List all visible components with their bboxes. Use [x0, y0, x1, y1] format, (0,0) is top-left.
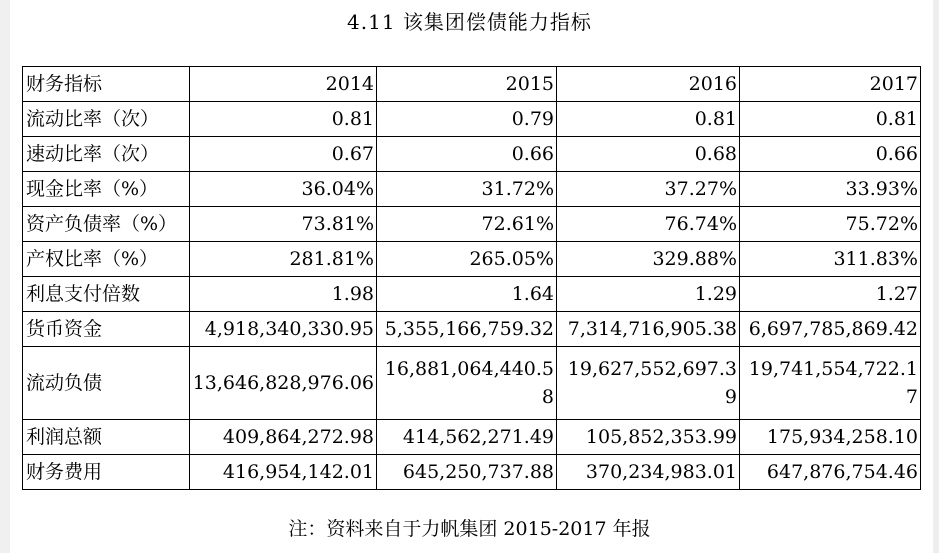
value-cell: 0.81: [557, 102, 740, 137]
row-label: 速动比率（次）: [23, 137, 190, 172]
row-label: 利润总额: [23, 420, 190, 455]
value-cell: 6,697,785,869.42: [740, 312, 921, 347]
value-cell: 311.83%: [740, 242, 921, 277]
table-row: [23, 207, 921, 242]
value-cell: 33.93%: [740, 172, 921, 207]
value-cell: 175,934,258.10: [740, 420, 921, 455]
row-label: 货币资金: [23, 312, 190, 347]
row-label: 利息支付倍数: [23, 277, 190, 312]
value-cell: 105,852,353.99: [557, 420, 740, 455]
row-label: 产权比率（%）: [23, 242, 190, 277]
table-header-row: [23, 67, 921, 102]
value-cell: 1.27: [740, 277, 921, 312]
value-cell: 0.81: [190, 102, 377, 137]
row-label: 财务费用: [23, 455, 190, 490]
header-year-cell: 2014: [190, 67, 377, 102]
value-cell: 0.66: [740, 137, 921, 172]
source-note: 注：资料来自于力帆集团 2015-2017 年报: [288, 518, 651, 540]
value-cell: 0.79: [377, 102, 557, 137]
value-cell: 329.88%: [557, 242, 740, 277]
value-cell: 647,876,754.46: [740, 455, 921, 490]
row-label: 资产负债率（%）: [23, 207, 190, 242]
value-cell: 19,741,554,722.17: [740, 347, 921, 420]
page-edge-left: [0, 0, 10, 553]
value-cell: 31.72%: [377, 172, 557, 207]
value-cell: 409,864,272.98: [190, 420, 377, 455]
value-cell: 75.72%: [740, 207, 921, 242]
value-cell: 645,250,737.88: [377, 455, 557, 490]
value-cell: 1.29: [557, 277, 740, 312]
value-cell: 7,314,716,905.38: [557, 312, 740, 347]
value-cell: 5,355,166,759.32: [377, 312, 557, 347]
table-row: [23, 102, 921, 137]
value-cell: 1.98: [190, 277, 377, 312]
table-row: [23, 455, 921, 490]
value-cell: 370,234,983.01: [557, 455, 740, 490]
header-year-cell: 2016: [557, 67, 740, 102]
table-row: [23, 277, 921, 312]
value-cell: 281.81%: [190, 242, 377, 277]
page-edge-right: [933, 0, 939, 553]
row-label: 现金比率（%）: [23, 172, 190, 207]
value-cell: 76.74%: [557, 207, 740, 242]
value-cell: 416,954,142.01: [190, 455, 377, 490]
value-cell: 37.27%: [557, 172, 740, 207]
row-label: 流动比率（次）: [23, 102, 190, 137]
value-cell: 0.67: [190, 137, 377, 172]
row-label: 流动负债: [23, 347, 190, 420]
table-row: [23, 137, 921, 172]
value-cell: 19,627,552,697.39: [557, 347, 740, 420]
table-row: [23, 420, 921, 455]
value-cell: 414,562,271.49: [377, 420, 557, 455]
value-cell: 4,918,340,330.95: [190, 312, 377, 347]
header-year-cell: 2017: [740, 67, 921, 102]
value-cell: 265.05%: [377, 242, 557, 277]
value-cell: 1.64: [377, 277, 557, 312]
financial-indicators-table: [22, 66, 921, 490]
value-cell: 13,646,828,976.06: [190, 347, 377, 420]
header-year-cell: 2015: [377, 67, 557, 102]
table-row: [23, 347, 921, 420]
table-title: 4.11 该集团偿债能力指标: [347, 10, 592, 34]
value-cell: 0.81: [740, 102, 921, 137]
value-cell: 0.66: [377, 137, 557, 172]
table-row: [23, 312, 921, 347]
table-row: [23, 172, 921, 207]
value-cell: 16,881,064,440.58: [377, 347, 557, 420]
value-cell: 0.68: [557, 137, 740, 172]
value-cell: 36.04%: [190, 172, 377, 207]
value-cell: 72.61%: [377, 207, 557, 242]
table-row: [23, 242, 921, 277]
value-cell: 73.81%: [190, 207, 377, 242]
header-label-cell: 财务指标: [23, 67, 190, 102]
